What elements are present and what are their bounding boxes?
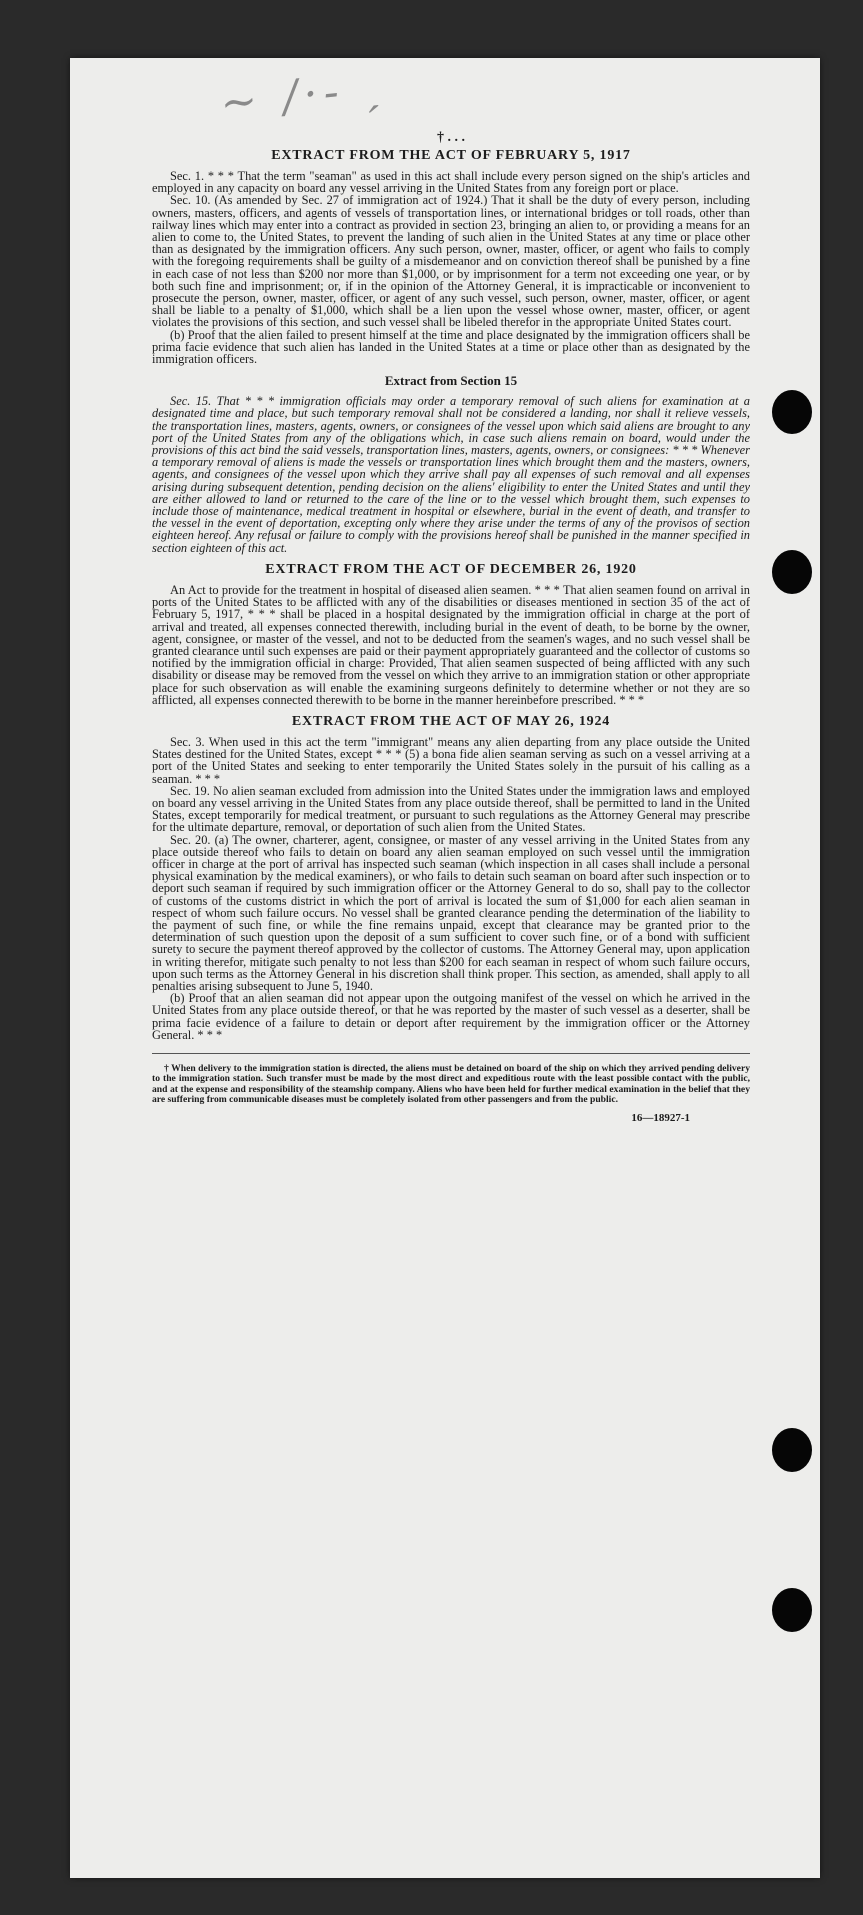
punch-hole [772, 1428, 812, 1472]
heading-act-1924: EXTRACT FROM THE ACT OF MAY 26, 1924 [291, 713, 611, 729]
footnote: † When delivery to the immigration station is directed, the aliens must be detained on board of the ship on which they arrived pending delivery to the immigration station. Such transfer must be made by the most direct and expeditious route with the least possible contact with the public, and at the expense and responsibility of the steamship company. Aliens who have been held for further medical examination in the belief that they are suffering from communicable diseases must be completely isolated from other passengers and from the public. [152, 1063, 750, 1106]
heading-section-15: Extract from Section 15 [384, 373, 518, 389]
dagger-mark: † . . . [437, 130, 465, 145]
punch-hole [772, 390, 812, 434]
paragraph-sec-10: Sec. 10. (As amended by Sec. 27 of immigration act of 1924.) That it shall be the duty of every person, including owners, masters, officers, and agents of vessels of transportation lines, or international bridges or toll roads, other than railway lines which may enter into a contract as provided in section 23, bringing an alien to, or providing a means for an alien to come to, the United States, to prevent the landing of such alien in the United States at any time or place other than as designated by the immigration officers. Any such person, owner, master, officer, or agent who fails to comply with the foregoing requirements shall be guilty of a misdemeanor and on conviction thereof shall be punished by a fine in each case of not less than $200 nor more than $1,000, or by imprisonment for a term not exceeding one year, or by both such fine and imprisonment; or, if in the opinion of the Attorney General, it is impracticable or inconvenient to prosecute the person, owner, master, officer, or agent of any such vessel, such person, owner, master, officer, or agent shall be liable to a penalty of $1,000, which shall be a lien upon the vessel whose owner, master, officer, or agent violates the provisions of this section, and such vessel shall be libeled therefor in the appropriate United States court. [152, 193, 750, 330]
handwritten-mark: ~ /·- ˏ [217, 61, 388, 130]
paragraph-sec-1: Sec. 1. * * * That the term "seaman" as used in this act shall include every person signed on the ship's articles and employed in any capacity on board any vessel arriving in the United States from any foreign port or place. [152, 169, 750, 196]
document-page [70, 58, 820, 1878]
paragraph-sec-15: Sec. 15. That * * * immigration officials may order a temporary removal of such aliens for examination at a designated time and place, but such temporary removal shall not be considered a landing, nor shall it relieve vessels, the transportation lines, masters, agents, owners, or consignees of the vessel upon which said aliens are brought to any port of the United States from any of the obligations which, in case such aliens remain on board, would under the provisions of this act bind the said vessels, transportation lines, masters, agents, owners, or consignees: * * * Whenever a temporary removal of aliens is made the vessels or transportation lines which brought them and the masters, owners, agents, and consignees of the vessel upon which they arrive shall pay all expenses of such removal and all expenses arising during subsequent detention, pending decision on the aliens' eligibility to enter the United States and until they are either allowed to land or returned to the care of the line or to the vessel which brought them, such expenses to include those of maintenance, medical treatment in hospital or elsewhere, burial in the event of death, and transfer to the vessel in the event of deportation, excepting only where they arise under the terms of any of the provisos of section eighteen hereof. Any refusal or failure to comply with the provisions hereof shall be punished in the manner specified in section eighteen of this act. [152, 394, 750, 555]
paragraph-act-1920: An Act to provide for the treatment in hospital of diseased alien seamen. * * * That alien seamen found on arrival in ports of the United States to be afflicted with any of the disabilities or diseases mentioned in section 35 of the act of February 5, 1917, * * * shall be placed in a hospital designated by the immigration official in charge at the port of arrival and treated, all expenses connected therewith, including burial in the event of death, to be borne by the owner, agent, consignee, or master of the vessel, and not to be deducted from the seamen's wages, and no such vessel shall be granted clearance until such expenses are paid or their payment appropriately guaranteed and the collector of customs so notified by the immigration official in charge: Provided, That alien seamen suspected of being afflicted with any such disability or disease may be removed from the vessel on which they arrive to an immigration station or other appropriate place for such observation as will enable the examining surgeons definitely to determine whether or not they are so afflicted, all expenses connected therewith to be borne in the manner hereinbefore prescribed. * * * [152, 582, 750, 707]
paragraph-sec-3: Sec. 3. When used in this act the term "immigrant" means any alien departing from any place outside the United States destined for the United States, except * * * (5) a bona fide alien seaman serving as such on a vessel arriving at a port of the United States and seeking to enter temporarily the United States solely in the pursuit of his calling as a seaman. * * * [152, 734, 750, 786]
paragraph-sec-20b: (b) Proof that an alien seaman did not appear upon the outgoing manifest of the vessel on which he arrived in the United States from any place outside thereof, or that he was reported by the master of such vessel as a deserter, shall be prima facie evidence of a failure to detain or deport after requirement by the immigration officer or the Attorney General. * * * [152, 991, 750, 1042]
form-number: 16—18927-1 [631, 1111, 690, 1124]
heading-act-1917: EXTRACT FROM THE ACT OF FEBRUARY 5, 1917 [271, 148, 631, 163]
punch-hole [772, 550, 812, 594]
paragraph-sec-19: Sec. 19. No alien seaman excluded from admission into the United States under the immigration laws and employed on board any vessel arriving in the United States from any place outside thereof, shall be permitted to land in the United States, except temporarily for medical treatment, or pursuant to such regulations as the Attorney General may prescribe for the ultimate departure, removal, or deportation of such alien from the United States. [152, 783, 750, 835]
document-content [152, 130, 750, 1124]
heading-act-1920: EXTRACT FROM THE ACT OF DECEMBER 26, 1920 [265, 561, 637, 577]
footnote-divider [152, 1053, 750, 1054]
paragraph-sec-20a: Sec. 20. (a) The owner, charterer, agent, consignee, or master of any vessel arriving in the United States from any place outside thereof who fails to detain on board any alien seaman employed on such vessel until the immigration officer in charge at the port of arrival has inspected such seaman (which inspection in all cases shall include a personal physical examination by the medical examiners), or who fails to detain such seaman on board after such inspection or to deport such seaman if required by such immigration officer or the Attorney General to do so, shall pay to the collector of customs of the customs district in which the port of arrival is located the sum of $1,000 for each alien seaman in respect of whom such failure occurs. No vessel shall be granted clearance pending the determination of the liability to the payment of such fine, or while the fine remains unpaid, except that clearance may be granted prior to the determination of such question upon the deposit of a sum sufficient to cover such fine, or of a bond with sufficient surety to secure the payment thereof approved by the collector of customs. The Attorney General may, upon application in writing therefor, mitigate such penalty to not less than $200 for each seaman in respect of whom such failure occurs, upon such terms as the Attorney General in his discretion shall think proper. This section, as amended, shall apply to all penalties arising subsequent to June 5, 1940. [152, 832, 750, 993]
punch-hole [772, 1588, 812, 1632]
paragraph-sec-10b: (b) Proof that the alien failed to present himself at the time and place designated by the immigration officers shall be prima facie evidence that such alien has landed in the United States at a time or place other than as designated by the immigration officers. [152, 327, 750, 367]
